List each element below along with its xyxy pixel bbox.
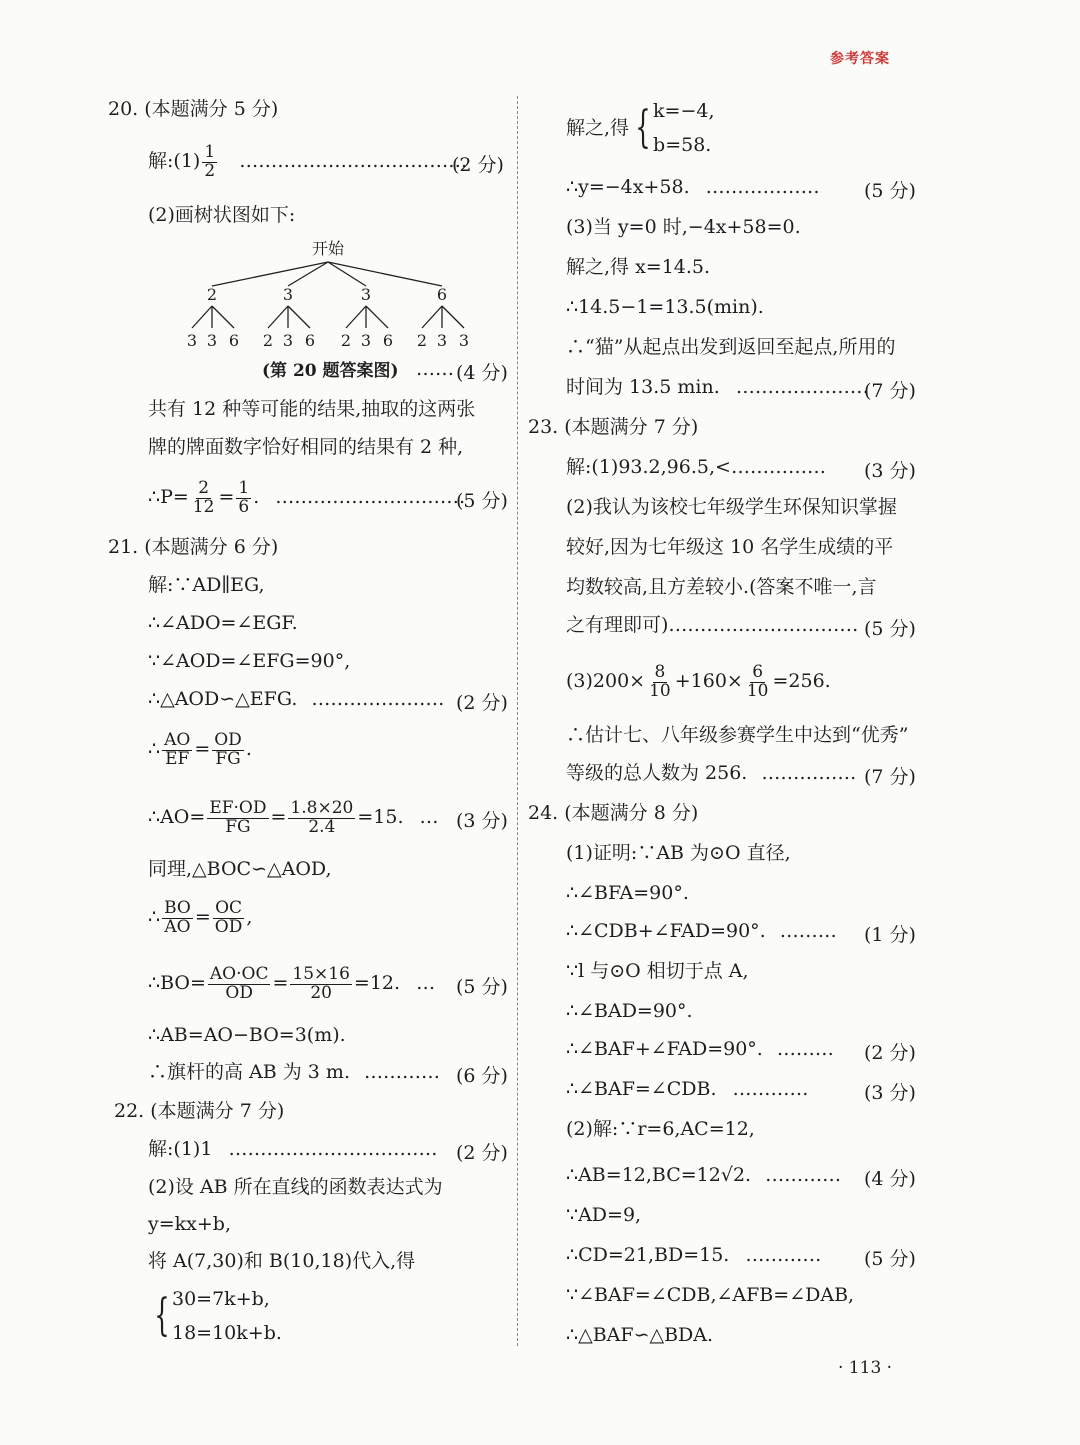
- q20-p-frac2-den: 6: [238, 496, 250, 517]
- q22c-line6-score: (7 分): [864, 380, 916, 402]
- q23-line8-dots: ……………: [761, 762, 857, 784]
- q21-r1-den1: EF: [165, 748, 190, 769]
- q20-probability: [148, 470, 465, 524]
- q24-line11-score: (5 分): [864, 1248, 916, 1270]
- q22-solution-prefix: 解之,得: [566, 117, 630, 139]
- q21-r1-eq: =: [194, 738, 211, 760]
- q21-line4-score: (2 分): [456, 692, 508, 714]
- q21-line7-dots: …………: [364, 1061, 441, 1083]
- q23-line3: 较好,因为七年级这 10 名学生成绩的平: [566, 536, 894, 558]
- q22-sol2: b=58.: [653, 134, 712, 156]
- q23-l6-end: =256.: [772, 670, 831, 692]
- q22-system-stack: [172, 1282, 282, 1350]
- q24-line9-text: ∴AB=12,BC=12√2.: [566, 1164, 752, 1186]
- q21-r4-den1: OD: [225, 982, 253, 1003]
- q20-p-score: (5 分): [456, 490, 508, 512]
- q20-p-frac1: [191, 477, 217, 517]
- q21-r4-den2: 20: [310, 982, 332, 1003]
- q24-title: 24. (本题满分 8 分): [528, 802, 699, 824]
- q22c-line5: ∴“猫”从起点出发到返回至起点,所用的: [566, 336, 896, 358]
- tree-leaf: 2: [340, 331, 352, 350]
- q21-r4-prefix: ∴BO=: [148, 972, 206, 994]
- q20-p-frac2-num: 1: [238, 477, 250, 498]
- q22-line4: 将 A(7,30)和 B(10,18)代入,得: [148, 1250, 416, 1272]
- q23-l6-den2: 10: [746, 680, 769, 701]
- q21-r2-num2: 1.8×20: [290, 797, 354, 818]
- tree-caption-dots: ……: [416, 358, 454, 380]
- q20-step1-prefix: 解:(1): [148, 150, 201, 172]
- q21-r2-eq: =: [270, 806, 287, 828]
- q22-solution: [566, 94, 715, 166]
- q20-step1-score: (2 分): [452, 154, 504, 176]
- q22-sol1: k=−4,: [653, 100, 715, 122]
- q21-line7-text: ∴旗杆的高 AB 为 3 m.: [148, 1061, 350, 1083]
- q23-line5-dots: …………………………: [668, 614, 859, 636]
- q20-text1: 共有 12 种等可能的结果,抽取的这两张: [148, 398, 476, 420]
- q24-line7-text: ∴∠BAF=∠CDB.: [566, 1078, 717, 1100]
- tree-leaf: 3: [282, 331, 294, 350]
- q24-line8: (2)解:∵r=6,AC=12,: [566, 1118, 755, 1140]
- q22-title: 22. (本题满分 7 分): [114, 1100, 285, 1122]
- q20-step1-dots: ………………………………: [239, 150, 468, 172]
- q20-frac-num: 1: [204, 141, 216, 162]
- q21-r2-frac1: [207, 797, 268, 837]
- q24-line12: ∵∠BAF=∠CDB,∠AFB=∠DAB,: [566, 1284, 855, 1306]
- q23-line1: [566, 450, 826, 484]
- q22c-line1: [566, 170, 820, 204]
- q22c-line2: (3)当 y=0 时,−4x+58=0.: [566, 216, 801, 238]
- q23-line8-score: (7 分): [864, 766, 916, 788]
- q20-p-frac1-num: 2: [198, 477, 210, 498]
- q20-p-eq: =: [218, 486, 235, 508]
- tree-caption-score: (4 分): [456, 362, 508, 384]
- q24-line11-dots: …………: [745, 1244, 822, 1266]
- q21-r4-frac1: [208, 963, 271, 1003]
- q21-bo-calc: [148, 956, 435, 1010]
- q20-p-frac1-den: 12: [192, 496, 215, 517]
- q24-line2: ∴∠BFA=90°.: [566, 882, 689, 904]
- q21-r4-frac2: [290, 963, 352, 1003]
- q21-ratio1: [148, 722, 252, 776]
- tree-node-l1: 3: [360, 285, 372, 304]
- q23-l6-den1: 10: [649, 680, 671, 701]
- q20-p-frac2: [236, 477, 251, 517]
- q21-r3-end: ,: [246, 906, 253, 928]
- q22-sys1: 30=7k+b,: [172, 1288, 270, 1310]
- tree-node-l1: 6: [436, 285, 448, 304]
- q23-line8: [566, 756, 856, 790]
- q22-sys2: 18=10k+b.: [172, 1322, 282, 1344]
- q21-r2-den1: FG: [225, 816, 251, 837]
- q21-line4-text: ∴△AOD∽△EFG.: [148, 688, 298, 710]
- q21-r2-den2: 2.4: [308, 816, 336, 837]
- q24-line7: [566, 1072, 809, 1106]
- tree-leaf: 6: [382, 331, 394, 350]
- q22c-line6-text: 时间为 13.5 min.: [566, 376, 720, 398]
- q21-r3-den1: AO: [164, 916, 191, 937]
- q20-text2: 牌的牌面数字恰好相同的结果有 2 种,: [148, 436, 464, 458]
- q20-p-dot: .: [253, 486, 260, 508]
- q20-step2: (2)画树状图如下:: [148, 204, 296, 226]
- tree-leaf: 3: [360, 331, 372, 350]
- q22-line1-text: 解:(1)1: [148, 1138, 213, 1160]
- q23-line5: [566, 608, 858, 642]
- q22c-line1-score: (5 分): [864, 180, 916, 202]
- q20-frac-den: 2: [204, 160, 216, 181]
- q23-line5-text: 之有理即可): [566, 614, 669, 636]
- q24-line9-score: (4 分): [864, 1168, 916, 1190]
- q22c-line4: ∴14.5−1=13.5(min).: [566, 296, 764, 318]
- q23-l6-frac1: [647, 661, 673, 701]
- q22-line1-score: (2 分): [456, 1142, 508, 1164]
- tree-root: 开始: [311, 239, 345, 258]
- q24-line6: [566, 1032, 834, 1066]
- q21-r1-frac2: [212, 729, 244, 769]
- q23-line4: 均数较高,且方差较小.(答案不唯一,言: [566, 576, 877, 598]
- q21-r3-eq: =: [194, 906, 211, 928]
- q24-line6-score: (2 分): [864, 1042, 916, 1064]
- q23-line2: (2)我认为该校七年级学生环保知识掌握: [566, 496, 897, 518]
- q24-line3-dots: ………: [779, 920, 837, 942]
- q23-line5-score: (5 分): [864, 618, 916, 640]
- q23-l6-mid: +160×: [674, 670, 743, 692]
- q24-line3-text: ∴∠CDB+∠FAD=90°.: [566, 920, 766, 942]
- tree-leaf: 3: [206, 331, 218, 350]
- q21-r2-num1: EF·OD: [209, 797, 267, 818]
- q21-r2-frac2: [288, 797, 355, 837]
- q20-p-dots: …………………………: [275, 486, 466, 508]
- q21-line4-dots: …………………: [311, 688, 445, 710]
- q21-r2-end: =15.: [357, 806, 404, 828]
- q21-line3: ∵∠AOD=∠EFG=90°,: [148, 650, 351, 672]
- tree-node-l1: 2: [206, 285, 218, 304]
- header-tag: 参考答案: [830, 51, 890, 67]
- tree-leaf: 3: [458, 331, 470, 350]
- q22c-line1-text: ∴y=−4x+58.: [566, 176, 690, 198]
- q20-fraction: [202, 141, 217, 181]
- q22c-line1-dots: ………………: [705, 176, 820, 198]
- q23-line7: ∴估计七、八年级参赛学生中达到“优秀”: [566, 724, 909, 746]
- q21-line6: ∴AB=AO−BO=3(m).: [148, 1024, 346, 1046]
- q21-r4-num1: AO·OC: [209, 963, 269, 984]
- q21-line7: [148, 1055, 440, 1089]
- tree-node-l1: 3: [282, 285, 294, 304]
- q23-title: 23. (本题满分 7 分): [528, 416, 699, 438]
- q24-line3-score: (1 分): [864, 924, 916, 946]
- q21-r4-eq: =: [272, 972, 289, 994]
- q22c-line6: [566, 370, 869, 404]
- q24-line6-dots: ………: [776, 1038, 834, 1060]
- q22-solution-stack: [653, 94, 714, 162]
- q21-r1-den2: FG: [215, 748, 241, 769]
- brace-icon: {: [154, 1290, 170, 1341]
- q21-r3-num1: BO: [164, 897, 191, 918]
- q23-line6: [566, 654, 831, 708]
- tree-leaf: 6: [228, 331, 240, 350]
- q20-p-prefix: ∴P=: [148, 486, 189, 508]
- q21-r4-end: =12.: [353, 972, 401, 994]
- tree-leaf: 3: [186, 331, 198, 350]
- q21-r3-prefix: ∴: [148, 906, 161, 928]
- q21-ratio2: [148, 890, 252, 944]
- q24-line5: ∴∠BAD=90°.: [566, 1000, 693, 1022]
- q22-line2: (2)设 AB 所在直线的函数表达式为: [148, 1176, 443, 1198]
- q21-r4-num2: 15×16: [292, 963, 350, 984]
- q21-r1-num1: AO: [164, 729, 191, 750]
- q24-line7-score: (3 分): [864, 1082, 916, 1104]
- q21-r3-den2: OD: [214, 916, 243, 937]
- q21-r4-score: (5 分): [456, 976, 508, 998]
- q24-line11-text: ∴CD=21,BD=15.: [566, 1244, 730, 1266]
- q22-system-wrap: [148, 1282, 282, 1350]
- q24-line10: ∵AD=9,: [566, 1204, 642, 1226]
- q22c-line3: 解之,得 x=14.5.: [566, 256, 711, 278]
- q21-r1-end: .: [245, 738, 252, 760]
- q22-system: [148, 1282, 282, 1354]
- q21-ao-calc: [148, 790, 439, 844]
- q24-line11: [566, 1238, 821, 1272]
- q22c-line6-dots: …………………: [735, 376, 869, 398]
- q21-r3-num2: OC: [215, 897, 243, 918]
- q21-r1-prefix: ∴: [148, 738, 161, 760]
- q24-line7-dots: …………: [732, 1078, 809, 1100]
- q23-l6-prefix: (3)200×: [566, 670, 646, 692]
- q22-line1-dots: ……………………………: [228, 1138, 438, 1160]
- q24-line13: ∴△BAF∽△BDA.: [566, 1324, 714, 1346]
- q21-r2-prefix: ∴AO=: [148, 806, 206, 828]
- q22-line1: [148, 1132, 437, 1166]
- tree-leaf: 2: [262, 331, 274, 350]
- q23-line8-text: 等级的总人数为 256.: [566, 762, 748, 784]
- q21-line1: 解:∵AD∥EG,: [148, 574, 265, 596]
- q22-line3: y=kx+b,: [148, 1213, 232, 1235]
- q22-solution-wrap: [566, 94, 715, 162]
- q24-line6-text: ∴∠BAF+∠FAD=90°.: [566, 1038, 763, 1060]
- q23-line1-dots: ……………: [730, 456, 826, 478]
- q23-l6-num2: 6: [752, 661, 764, 682]
- page-number: · 113 ·: [838, 1358, 893, 1378]
- q20-step1: [148, 134, 467, 188]
- q24-line4: ∵l 与⊙O 相切于点 A,: [566, 960, 749, 982]
- q23-line1-text: 解:(1)93.2,96.5,<: [566, 456, 731, 478]
- q21-r2-dots: …: [419, 806, 439, 828]
- tree-caption: [262, 356, 399, 381]
- q21-r1-num2: OD: [214, 729, 242, 750]
- q21-line7-score: (6 分): [456, 1065, 508, 1087]
- q24-line9: [566, 1158, 841, 1192]
- tree-leaf: 6: [304, 331, 316, 350]
- q20-title: 20. (本题满分 5 分): [108, 98, 279, 120]
- q24-line1: (1)证明:∵AB 为⊙O 直径,: [566, 842, 791, 864]
- q21-r3-frac2: [213, 897, 245, 937]
- tree-caption-text: (第 20 题答案图): [262, 361, 399, 381]
- q24-line3: [566, 914, 837, 948]
- tree-leaf: 3: [436, 331, 448, 350]
- q21-r4-dots: …: [416, 972, 436, 994]
- q21-title: 21. (本题满分 6 分): [108, 536, 279, 558]
- q21-r2-score: (3 分): [456, 810, 508, 832]
- q21-line5: 同理,△BOC∽△AOD,: [148, 858, 332, 880]
- column-divider: [517, 96, 518, 1346]
- q23-l6-frac2: [745, 661, 771, 701]
- q24-line9-dots: …………: [765, 1164, 842, 1186]
- q21-line2: ∴∠ADO=∠EGF.: [148, 612, 298, 634]
- q21-line4: [148, 682, 444, 716]
- q23-line1-score: (3 分): [864, 460, 916, 482]
- tree-leaf: 2: [416, 331, 428, 350]
- tree-diagram: [180, 232, 470, 352]
- q21-r1-frac1: [162, 729, 192, 769]
- brace-icon: {: [635, 102, 651, 153]
- q21-r3-frac1: [162, 897, 193, 937]
- q23-l6-num1: 8: [654, 661, 666, 682]
